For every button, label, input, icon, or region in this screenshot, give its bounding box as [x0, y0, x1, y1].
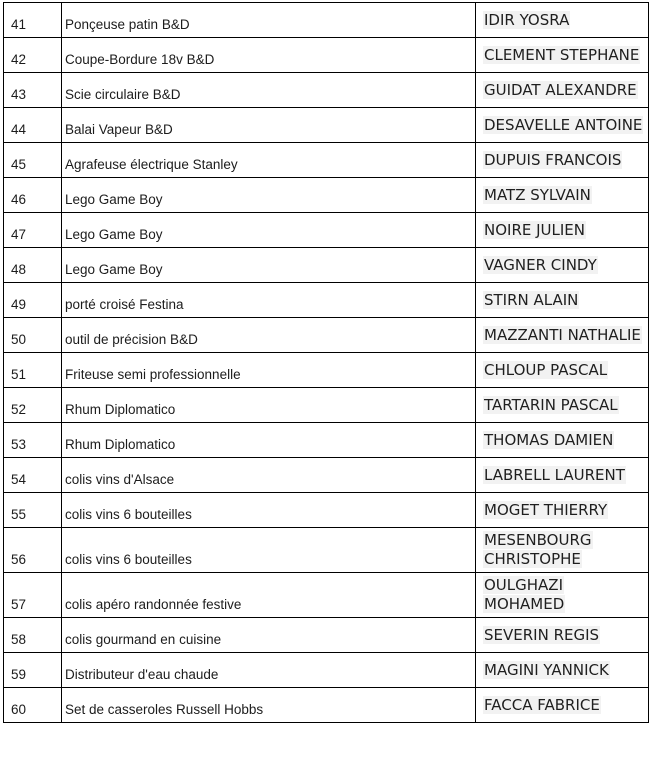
table-row: [4, 653, 649, 688]
prize-item-cell[interactable]: Set de casseroles Russell Hobbs: [62, 688, 476, 723]
winner-name-text: IDIR YOSRA: [484, 10, 570, 29]
table-row: [4, 528, 649, 573]
table-row: [4, 283, 649, 318]
winner-name-text: MOGET THIERRY: [484, 500, 608, 519]
winner-name-cell[interactable]: [476, 143, 649, 178]
winner-name-cell[interactable]: [476, 423, 649, 458]
prize-item-cell[interactable]: colis vins d'Alsace: [62, 458, 476, 493]
prize-item-cell[interactable]: Rhum Diplomatico: [62, 388, 476, 423]
row-number-cell[interactable]: 60: [4, 688, 62, 723]
prize-item-cell[interactable]: colis apéro randonnée festive: [62, 573, 476, 618]
winner-name-cell[interactable]: [476, 318, 649, 353]
table-row: [4, 213, 649, 248]
row-number-cell[interactable]: 48: [4, 248, 62, 283]
prize-table-body: [4, 3, 649, 723]
prize-item-cell[interactable]: Agrafeuse électrique Stanley: [62, 143, 476, 178]
prize-item-cell[interactable]: colis gourmand en cuisine: [62, 618, 476, 653]
table-row: [4, 423, 649, 458]
winner-name-cell[interactable]: [476, 458, 649, 493]
winner-name-text: CHLOUP PASCAL: [484, 360, 608, 379]
prize-table: [3, 2, 649, 723]
table-row: [4, 3, 649, 38]
row-number-cell[interactable]: 46: [4, 178, 62, 213]
winner-name-cell[interactable]: [476, 73, 649, 108]
row-number-cell[interactable]: 43: [4, 73, 62, 108]
table-row: [4, 318, 649, 353]
row-number-cell[interactable]: 44: [4, 108, 62, 143]
table-row: [4, 388, 649, 423]
table-row: [4, 353, 649, 388]
row-number-cell[interactable]: 47: [4, 213, 62, 248]
prize-item-cell[interactable]: Lego Game Boy: [62, 213, 476, 248]
table-row: [4, 458, 649, 493]
row-number-cell[interactable]: 51: [4, 353, 62, 388]
prize-item-cell[interactable]: Coupe-Bordure 18v B&D: [62, 38, 476, 73]
winner-name-cell[interactable]: [476, 38, 649, 73]
winner-name-text: MESENBOURG CHRISTOPHE: [484, 531, 592, 568]
row-number-cell[interactable]: 53: [4, 423, 62, 458]
winner-name-text: TARTARIN PASCAL: [484, 395, 618, 414]
prize-item-cell[interactable]: Scie circulaire B&D: [62, 73, 476, 108]
winner-name-text: MAGINI YANNICK: [484, 660, 609, 679]
winner-name-cell[interactable]: [476, 283, 649, 318]
row-number-cell[interactable]: 55: [4, 493, 62, 528]
table-row: [4, 178, 649, 213]
winner-name-text: DESAVELLE ANTOINE: [484, 115, 643, 134]
winner-name-text: SEVERIN REGIS: [484, 625, 600, 644]
winner-name-text: STIRN ALAIN: [484, 290, 579, 309]
row-number-cell[interactable]: 41: [4, 3, 62, 38]
prize-item-cell[interactable]: Lego Game Boy: [62, 178, 476, 213]
winner-name-text: MAZZANTI NATHALIE: [484, 325, 641, 344]
row-number-cell[interactable]: 58: [4, 618, 62, 653]
winner-name-cell[interactable]: [476, 388, 649, 423]
prize-item-cell[interactable]: Rhum Diplomatico: [62, 423, 476, 458]
winner-name-text: OULGHAZI MOHAMED: [484, 576, 565, 613]
winner-name-text: DUPUIS FRANCOIS: [484, 150, 622, 169]
row-number-cell[interactable]: 45: [4, 143, 62, 178]
winner-name-cell[interactable]: [476, 618, 649, 653]
row-number-cell[interactable]: 57: [4, 573, 62, 618]
row-number-cell[interactable]: 59: [4, 653, 62, 688]
table-row: [4, 618, 649, 653]
row-number-cell[interactable]: 52: [4, 388, 62, 423]
table-row: [4, 688, 649, 723]
winner-name-cell[interactable]: [476, 573, 649, 618]
winner-name-cell[interactable]: [476, 528, 649, 573]
winner-name-cell[interactable]: [476, 248, 649, 283]
winner-name-text: GUIDAT ALEXANDRE: [484, 80, 637, 99]
row-number-cell[interactable]: 50: [4, 318, 62, 353]
winner-name-text: FACCA FABRICE: [484, 695, 600, 714]
table-row: [4, 573, 649, 618]
prize-item-cell[interactable]: Ponçeuse patin B&D: [62, 3, 476, 38]
winner-name-cell[interactable]: [476, 653, 649, 688]
prize-item-cell[interactable]: colis vins 6 bouteilles: [62, 528, 476, 573]
winner-name-text: THOMAS DAMIEN: [484, 430, 614, 449]
table-row: [4, 108, 649, 143]
winner-name-text: VAGNER CINDY: [484, 255, 597, 274]
prize-item-cell[interactable]: Friteuse semi professionnelle: [62, 353, 476, 388]
winner-name-cell[interactable]: [476, 493, 649, 528]
table-row: [4, 73, 649, 108]
row-number-cell[interactable]: 54: [4, 458, 62, 493]
row-number-cell[interactable]: 42: [4, 38, 62, 73]
table-row: [4, 493, 649, 528]
winner-name-text: MATZ SYLVAIN: [484, 185, 591, 204]
prize-item-cell[interactable]: Lego Game Boy: [62, 248, 476, 283]
prize-item-cell[interactable]: Balai Vapeur B&D: [62, 108, 476, 143]
winner-name-text: LABRELL LAURENT: [484, 465, 625, 484]
winner-name-text: NOIRE JULIEN: [484, 220, 586, 239]
row-number-cell[interactable]: 49: [4, 283, 62, 318]
table-row: [4, 248, 649, 283]
winner-name-cell[interactable]: [476, 213, 649, 248]
winner-name-cell[interactable]: [476, 178, 649, 213]
prize-item-cell[interactable]: Distributeur d'eau chaude: [62, 653, 476, 688]
table-row: [4, 143, 649, 178]
winner-name-cell[interactable]: [476, 108, 649, 143]
winner-name-text: CLEMENT STEPHANE: [484, 45, 640, 64]
prize-item-cell[interactable]: porté croisé Festina: [62, 283, 476, 318]
table-row: [4, 38, 649, 73]
prize-item-cell[interactable]: outil de précision B&D: [62, 318, 476, 353]
winner-name-cell[interactable]: [476, 3, 649, 38]
winner-name-cell[interactable]: [476, 353, 649, 388]
prize-item-cell[interactable]: colis vins 6 bouteilles: [62, 493, 476, 528]
winner-name-cell[interactable]: [476, 688, 649, 723]
row-number-cell[interactable]: 56: [4, 528, 62, 573]
